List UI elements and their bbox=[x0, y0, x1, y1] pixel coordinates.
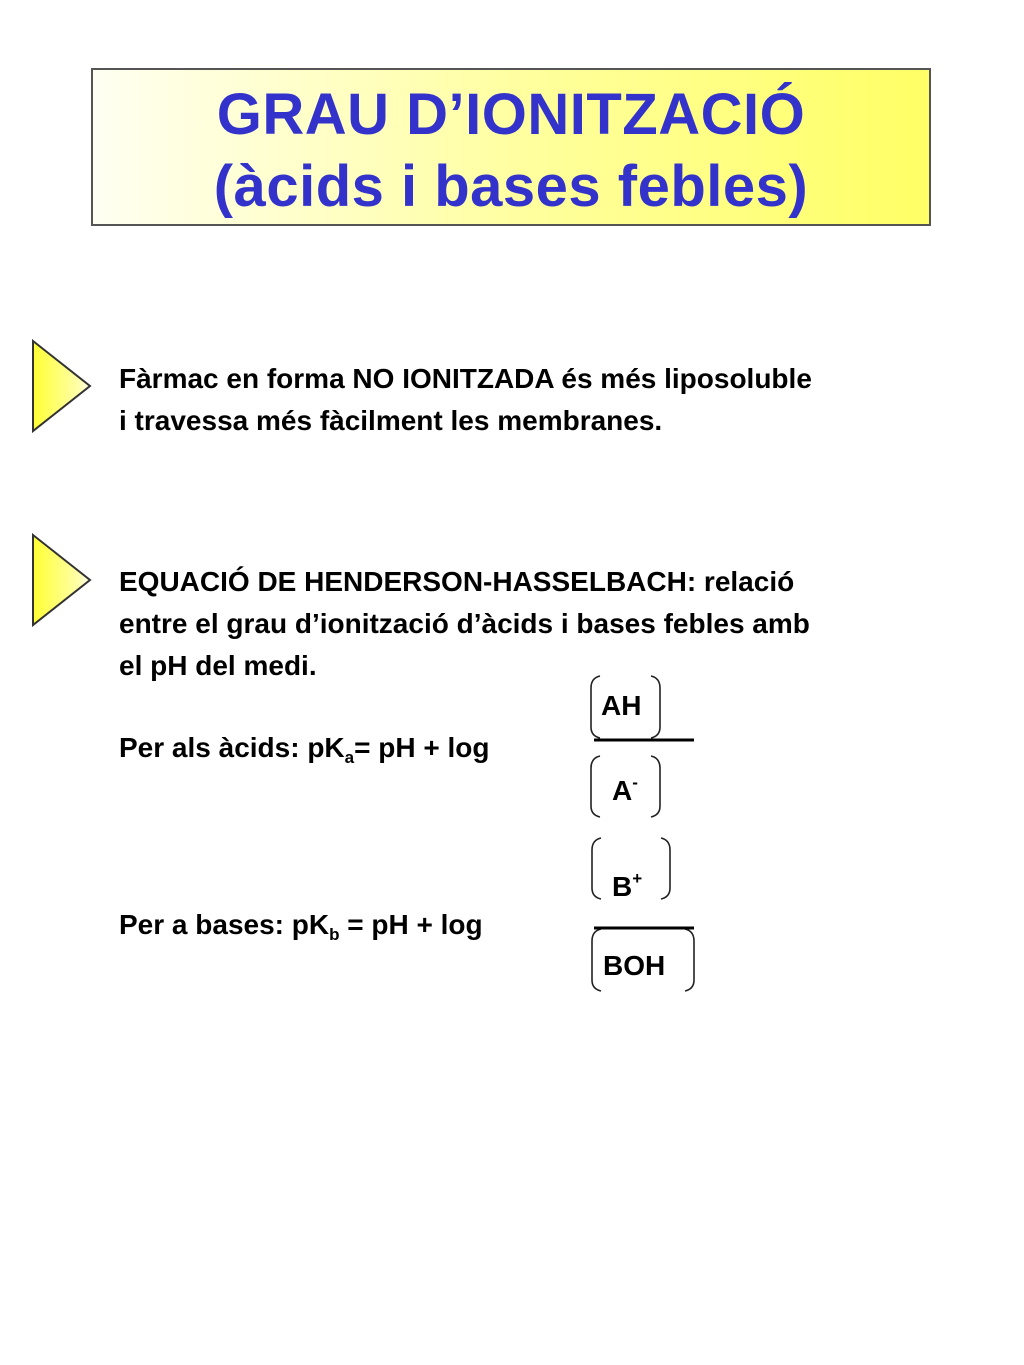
triangle-arrow-icon bbox=[30, 338, 94, 434]
title-line-1: GRAU D’IONITZACIÓ bbox=[216, 82, 806, 147]
bullet-2-line-2: entre el grau d’ionització d’àcids i bases febles amb bbox=[119, 608, 810, 639]
base-formula-rhs: = pH + log bbox=[339, 909, 483, 940]
base-numerator-text: B bbox=[612, 871, 633, 902]
base-numerator-left-bracket bbox=[592, 838, 601, 899]
base-formula-label: Per a bases: pK bbox=[119, 909, 330, 940]
acid-numerator: AH bbox=[601, 690, 642, 721]
acid-formula-subscript: a bbox=[344, 748, 355, 767]
base-numerator-sup: + bbox=[632, 869, 643, 888]
title-line-2: (àcids i bases febles) bbox=[213, 154, 809, 219]
acid-formula bbox=[119, 734, 489, 766]
bullet-2-text bbox=[119, 561, 810, 687]
base-numerator-right-bracket bbox=[661, 838, 670, 899]
acid-denominator-text: A bbox=[612, 775, 633, 806]
acid-formula-label: Per als àcids: pK bbox=[119, 732, 345, 763]
acid-denominator bbox=[612, 774, 638, 805]
bullet-2-line-1: EQUACIÓ DE HENDERSON-HASSELBACH: relació bbox=[119, 566, 795, 597]
bullet-2-line-3: el pH del medi. bbox=[119, 650, 317, 681]
acid-formula-rhs: = pH + log bbox=[354, 732, 490, 763]
base-numerator bbox=[612, 870, 642, 901]
bullet-1-line-1: Fàrmac en forma NO IONITZADA és més liposoluble bbox=[119, 363, 812, 394]
base-formula-subscript: b bbox=[329, 925, 340, 944]
acid-denominator-left-bracket bbox=[591, 756, 600, 817]
base-denominator: BOH bbox=[603, 950, 666, 981]
bullet-1-line-2: i travessa més fàcilment les membranes. bbox=[119, 405, 663, 436]
acid-denominator-right-bracket bbox=[651, 756, 660, 817]
base-denominator-left-bracket bbox=[592, 929, 601, 991]
base-formula bbox=[119, 911, 483, 943]
base-denominator-right-bracket bbox=[685, 929, 694, 991]
title-box bbox=[91, 68, 931, 226]
acid-denominator-sup: - bbox=[632, 773, 638, 792]
bullet-1-text bbox=[119, 358, 812, 442]
triangle-arrow-icon bbox=[30, 532, 94, 628]
